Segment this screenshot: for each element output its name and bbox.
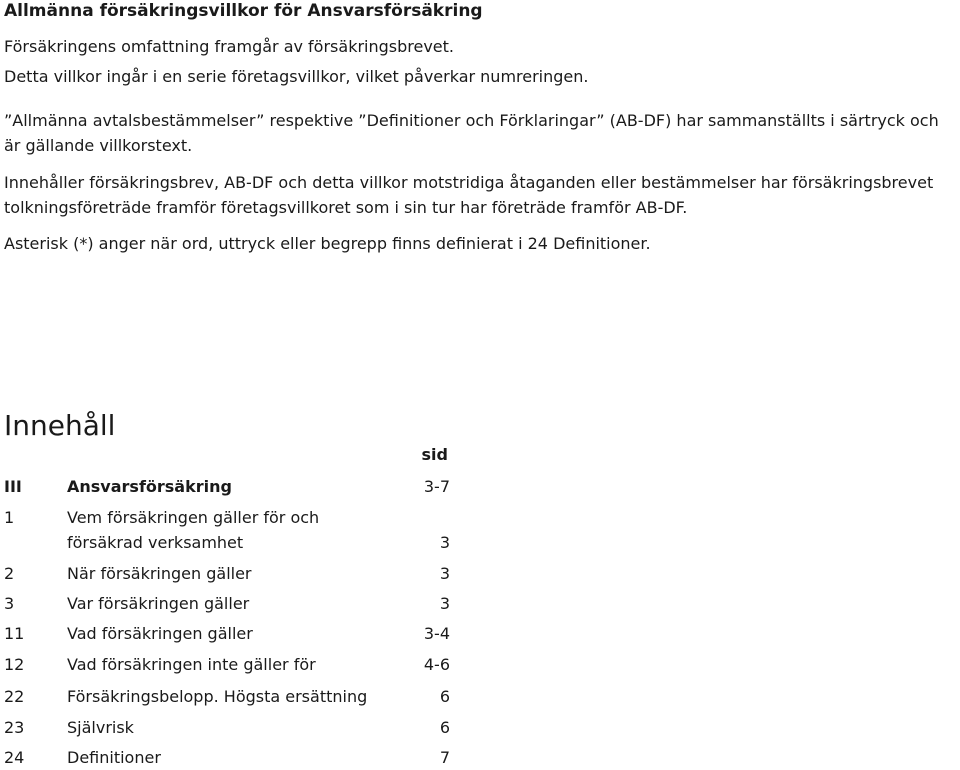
toc-row-number: 24 [4, 748, 25, 767]
paragraph-scope: Försäkringens omfattning framgår av försäkringsbrevet. [4, 37, 455, 56]
paragraph-asterisk: Asterisk (*) anger när ord, uttryck eller begrepp finns definierat i 24 Definitioner. [4, 234, 651, 253]
paragraph-precedence: Innehåller försäkringsbrev, AB-DF och detta villkor motstridiga åtaganden eller bestämmelser har försäkringsbrevet tolkningsföreträde framför företagsvillkoret som i sin tur har företräde framför AB-DF. [4, 173, 934, 217]
toc-row-number: 1 [4, 508, 15, 527]
toc-row-label: Var försäkringen gäller [67, 594, 250, 613]
toc-row-pages: 6 [439, 687, 450, 706]
toc-page-column-label: sid [421, 445, 448, 464]
toc-row-label: Försäkringsbelopp. Högsta ersättning [67, 687, 368, 706]
toc-row-number: 11 [4, 624, 25, 643]
toc-heading: Innehåll [4, 409, 116, 442]
toc-row-pages: 3-4 [423, 624, 450, 643]
toc-row-number: 2 [4, 564, 15, 583]
toc-row-number: 23 [4, 718, 25, 737]
toc-row-number: III [4, 477, 22, 496]
toc-row-pages: 4-6 [423, 655, 450, 674]
toc-row-pages: 3 [439, 564, 450, 583]
toc-row-label: Vad försäkringen gäller [67, 624, 253, 643]
toc-row-number: 22 [4, 687, 25, 706]
toc-row-number: 12 [4, 655, 25, 674]
toc-row-label: När försäkringen gäller [67, 564, 252, 583]
paragraph-series: Detta villkor ingår i en serie företagsvillkor, vilket påverkar numreringen. [4, 67, 589, 86]
document-title: Allmänna försäkringsvillkor för Ansvarsförsäkring [4, 1, 483, 21]
toc-row-label: Ansvarsförsäkring [67, 477, 232, 496]
paragraph-ab-df: ”Allmänna avtalsbestämmelser” respektive ”Definitioner och Förklaringar” (AB-DF) har sammanställts i särtryck och är gällande villkorstext. [4, 111, 939, 155]
toc-row-label: Självrisk [67, 718, 134, 737]
toc-row-label: Definitioner [67, 748, 161, 767]
toc-row-label: Vad försäkringen inte gäller för [67, 655, 316, 674]
toc-row-pages: 7 [439, 748, 450, 767]
toc-row-label: Vem försäkringen gäller för och försäkrad verksamhet [67, 508, 320, 552]
toc-row-pages: 3 [439, 594, 450, 613]
toc-row-number: 3 [4, 594, 15, 613]
toc-row-pages: 3 [439, 533, 450, 552]
toc-row-pages: 3-7 [423, 477, 450, 496]
toc-row-pages: 6 [439, 718, 450, 737]
